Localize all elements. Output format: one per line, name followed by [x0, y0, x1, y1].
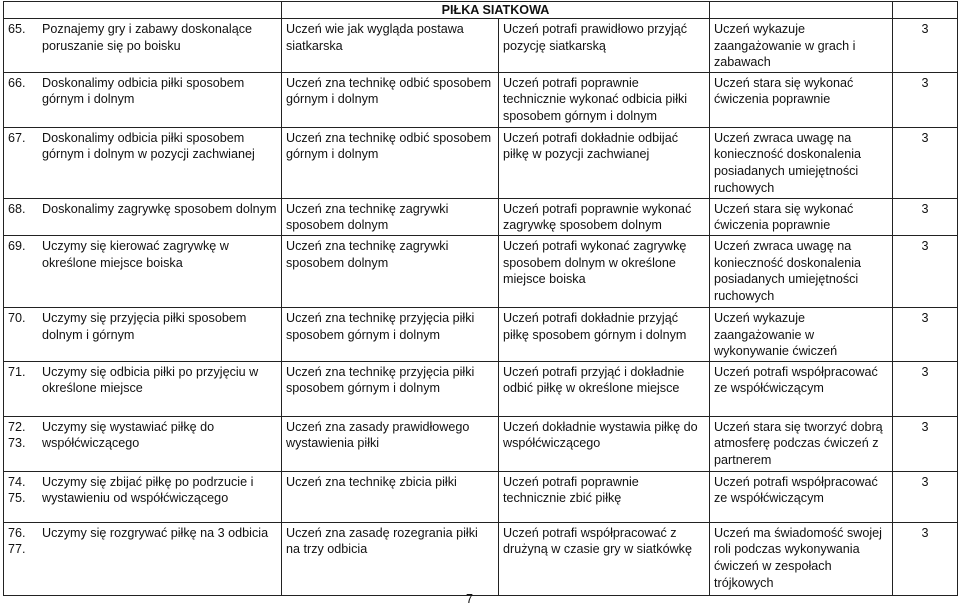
table-row: [4, 361, 958, 416]
lesson-topic: Doskonalimy odbicia piłki sposobem górnym i dolnym: [42, 75, 245, 107]
attitude-cell: Uczeń zwraca uwagę na konieczność doskonalenia posiadanych umiejętności ruchowych: [710, 235, 893, 307]
attitude-cell: Uczeń stara się wykonać ćwiczenia poprawnie: [710, 72, 893, 127]
skills-cell: Uczeń potrafi dokładnie przyjąć piłkę sposobem górnym i dolnym: [499, 307, 710, 361]
lesson-topic: Uczymy się wystawiać piłkę do współćwiczącego: [42, 419, 215, 451]
topic-cell: [4, 361, 282, 416]
knowledge-cell: Uczeń zna technikę zagrywki sposobem dolnym: [282, 235, 499, 307]
table-row: [4, 307, 958, 361]
table-row: [4, 471, 958, 522]
table-row: [4, 416, 958, 471]
header-blank-cell: [710, 2, 893, 19]
topic-cell: [4, 235, 282, 307]
lesson-topic: Uczymy się odbicia piłki po przyjęciu w określone miejsce: [42, 364, 259, 396]
knowledge-cell: Uczeń zna technikę przyjęcia piłki sposobem górnym i dolnym: [282, 307, 499, 361]
lesson-number: 66.: [8, 75, 26, 90]
lesson-topic: Uczymy się kierować zagrywkę w określone miejsce boiska: [42, 238, 229, 270]
lesson-number: 77.: [8, 542, 26, 557]
topic-cell: [4, 198, 282, 235]
topic-cell: [4, 72, 282, 127]
attitude-cell: Uczeń wykazuje zaangażowanie w grach i zabawach: [710, 19, 893, 73]
attitude-cell: Uczeń potrafi współpracować ze współćwiczącym: [710, 361, 893, 416]
table-row: [4, 19, 958, 73]
topic-cell: [4, 307, 282, 361]
skills-cell: Uczeń potrafi wykonać zagrywkę sposobem dolnym w określone miejsce boiska: [499, 235, 710, 307]
header-row: [4, 2, 958, 19]
lesson-number: 75.: [8, 491, 26, 506]
knowledge-cell: Uczeń zna technikę zbicia piłki: [282, 471, 499, 522]
points-cell: 3: [893, 416, 958, 471]
skills-cell: Uczeń potrafi prawidłowo przyjąć pozycję siatkarską: [499, 19, 710, 73]
table-row: [4, 198, 958, 235]
points-cell: 3: [893, 361, 958, 416]
lesson-topic: Uczymy się zbijać piłkę po podrzucie i wystawieniu od współćwiczącego: [42, 474, 254, 506]
attitude-cell: Uczeń ma świadomość swojej roli podczas wykonywania ćwiczeń w zespołach trójkowych: [710, 522, 893, 595]
lesson-number: 70.: [8, 310, 26, 325]
page-number: 7: [466, 592, 474, 606]
topic-cell: [4, 19, 282, 73]
lesson-number: 72.: [8, 419, 26, 434]
lesson-number: 65.: [8, 22, 26, 36]
knowledge-cell: Uczeń zna technikę przyjęcia piłki sposobem górnym i dolnym: [282, 361, 499, 416]
skills-cell: Uczeń potrafi poprawnie technicznie zbić piłkę: [499, 471, 710, 522]
lesson-number: 73.: [8, 436, 26, 451]
points-cell: 3: [893, 235, 958, 307]
knowledge-cell: Uczeń zna technikę odbić sposobem górnym i dolnym: [282, 127, 499, 198]
lesson-number: 69.: [8, 238, 26, 253]
header-blank-cell: [4, 2, 282, 19]
header-blank-cell: [893, 2, 958, 19]
points-cell: 3: [893, 198, 958, 235]
knowledge-cell: Uczeń zna zasadę rozegrania piłki na trzy odbicia: [282, 522, 499, 595]
table-row: [4, 72, 958, 127]
lesson-topic: Doskonalimy odbicia piłki sposobem górnym i dolnym w pozycji zachwianej: [42, 130, 255, 162]
lesson-topic: Uczymy się rozgrywać piłkę na 3 odbicia: [42, 525, 269, 540]
points-cell: 3: [893, 307, 958, 361]
topic-cell: [4, 471, 282, 522]
points-cell: 3: [893, 522, 958, 595]
knowledge-cell: Uczeń wie jak wygląda postawa siatkarska: [282, 19, 499, 73]
attitude-cell: Uczeń potrafi współpracować ze współćwiczącym: [710, 471, 893, 522]
attitude-cell: Uczeń wykazuje zaangażowanie w wykonywanie ćwiczeń: [710, 307, 893, 361]
topic-cell: [4, 127, 282, 198]
skills-cell: Uczeń potrafi poprawnie technicznie wykonać odbicia piłki sposobem górnym i dolnym: [499, 72, 710, 127]
lesson-number: 74.: [8, 474, 26, 489]
section-title: PIŁKA SIATKOWA: [282, 2, 710, 19]
attitude-cell: Uczeń zwraca uwagę na konieczność doskonalenia posiadanych umiejętności ruchowych: [710, 127, 893, 198]
table-row: [4, 235, 958, 307]
lesson-number: 71.: [8, 364, 26, 379]
lesson-topic: Doskonalimy zagrywkę sposobem dolnym: [42, 201, 277, 216]
knowledge-cell: Uczeń zna technikę odbić sposobem górnym i dolnym: [282, 72, 499, 127]
lesson-topic: Poznajemy gry i zabawy doskonalące poruszanie się po boisku: [42, 22, 253, 53]
topic-cell: [4, 416, 282, 471]
points-cell: 3: [893, 127, 958, 198]
lesson-number: 67.: [8, 130, 26, 145]
topic-cell: [4, 522, 282, 595]
curriculum-table: [3, 1, 958, 596]
points-cell: 3: [893, 19, 958, 73]
attitude-cell: Uczeń stara się tworzyć dobrą atmosferę podczas ćwiczeń z partnerem: [710, 416, 893, 471]
skills-cell: Uczeń potrafi współpracować z drużyną w czasie gry w siatkówkę: [499, 522, 710, 595]
knowledge-cell: Uczeń zna zasady prawidłowego wystawienia piłki: [282, 416, 499, 471]
skills-cell: Uczeń potrafi poprawnie wykonać zagrywkę sposobem dolnym: [499, 198, 710, 235]
skills-cell: Uczeń dokładnie wystawia piłkę do współćwiczącego: [499, 416, 710, 471]
skills-cell: Uczeń potrafi dokładnie odbijać piłkę w pozycji zachwianej: [499, 127, 710, 198]
lesson-topic: Uczymy się przyjęcia piłki sposobem dolnym i górnym: [42, 310, 247, 342]
knowledge-cell: Uczeń zna technikę zagrywki sposobem dolnym: [282, 198, 499, 235]
lesson-number: 68.: [8, 201, 26, 216]
table-row: [4, 522, 958, 595]
table-row: [4, 127, 958, 198]
points-cell: 3: [893, 471, 958, 522]
points-cell: 3: [893, 72, 958, 127]
lesson-number: 76.: [8, 525, 26, 540]
skills-cell: Uczeń potrafi przyjąć i dokładnie odbić piłkę w określone miejsce: [499, 361, 710, 416]
attitude-cell: Uczeń stara się wykonać ćwiczenia poprawnie: [710, 198, 893, 235]
